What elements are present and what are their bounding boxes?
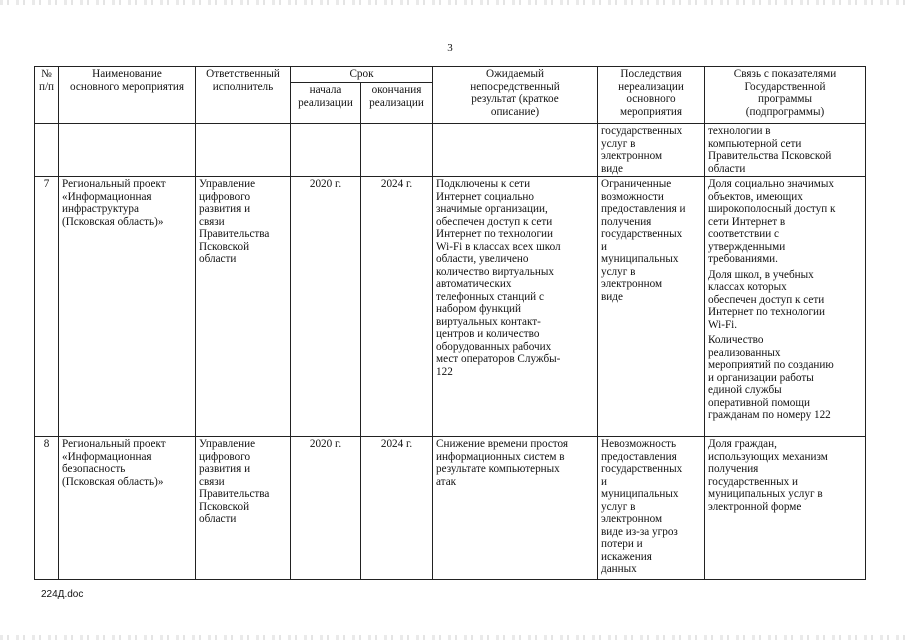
cell-empty <box>361 124 433 177</box>
header-measure-name: Наименование основного мероприятия <box>59 67 196 124</box>
cell-measure-name: Региональный проект «Информационная безопасность (Псковская область)» <box>59 437 196 580</box>
indicator-text: Доля граждан, использующих механизм получения государственных и муниципальных услуг в электронной форме <box>708 438 828 513</box>
cell-num: 7 <box>35 177 59 437</box>
cell-executor: Управление цифрового развития и связи Правительства Псковской области <box>196 437 291 580</box>
page-number: 3 <box>447 42 453 54</box>
header-executor: Ответственный исполнитель <box>196 67 291 124</box>
cell-term-start: 2020 г. <box>291 177 361 437</box>
table-row <box>35 177 866 437</box>
cell-consequences: Невозможность предоставления государственных и муниципальных услуг в электронном виде из-за угроз потери и искажения данных <box>598 437 705 580</box>
indicator-text: Доля социально значимых объектов, имеющих широкополосный доступ к сети Интернет в соответствии с утвержденными требованиями. <box>708 178 836 265</box>
cell-empty <box>59 124 196 177</box>
cell-empty <box>433 124 598 177</box>
header-term: Срок <box>291 67 433 83</box>
footer-file-name: 224Д.doc <box>41 589 84 600</box>
indicator-text: Количество реализованных мероприятий по созданию и организации работы единой службы оперативной помощи гражданам по номеру 122 <box>708 334 834 421</box>
cell-consequences: Ограниченные возможности предоставления и получения государственных и муниципальных услуг в электронном виде <box>598 177 705 437</box>
scan-edge-bottom <box>0 635 905 640</box>
cell-indicators <box>705 177 866 437</box>
cell-measure-name: Региональный проект «Информационная инфраструктура (Псковская область)» <box>59 177 196 437</box>
cell-term-end: 2024 г. <box>361 177 433 437</box>
cell-expected-result: Снижение времени простоя информационных систем в результате компьютерных атак <box>433 437 598 580</box>
header-consequences: Последствия нереализации основного мероприятия <box>598 67 705 124</box>
cell-consequences: государственных услуг в электронном виде <box>598 124 705 177</box>
cell-empty <box>291 124 361 177</box>
cell-empty <box>196 124 291 177</box>
cell-executor: Управление цифрового развития и связи Правительства Псковской области <box>196 177 291 437</box>
cell-term-start: 2020 г. <box>291 437 361 580</box>
cell-term-end: 2024 г. <box>361 437 433 580</box>
table-header-row <box>35 67 866 83</box>
header-term-start: начала реализации <box>291 83 361 124</box>
header-num: № п/п <box>35 67 59 124</box>
cell-indicators: технологии в компьютерной сети Правительства Псковской области <box>705 124 866 177</box>
cell-indicators <box>705 437 866 580</box>
cell-empty <box>35 124 59 177</box>
header-expected-result: Ожидаемый непосредственный результат (краткое описание) <box>433 67 598 124</box>
header-indicators: Связь с показателями Государственной программы (подпрограммы) <box>705 67 866 124</box>
measures-table <box>34 66 866 580</box>
table-row-continuation <box>35 124 866 177</box>
cell-num: 8 <box>35 437 59 580</box>
indicator-text: Доля школ, в учебных классах которых обеспечен доступ к сети Интернет по технологии Wi-Fi. <box>708 268 826 331</box>
header-term-end: окончания реализации <box>361 83 433 124</box>
scan-edge-top <box>0 0 905 5</box>
table-row <box>35 437 866 580</box>
cell-expected-result: Подключены к сети Интернет социально значимые организации, обеспечен доступ к сети Интернет по технологии Wi-Fi в классах всех школ области, увеличено количество виртуальных автоматических телефонных станций с набором функций виртуальных контакт- центров и количество оборудованных рабочих мест операторов Службы- 122 <box>433 177 598 437</box>
